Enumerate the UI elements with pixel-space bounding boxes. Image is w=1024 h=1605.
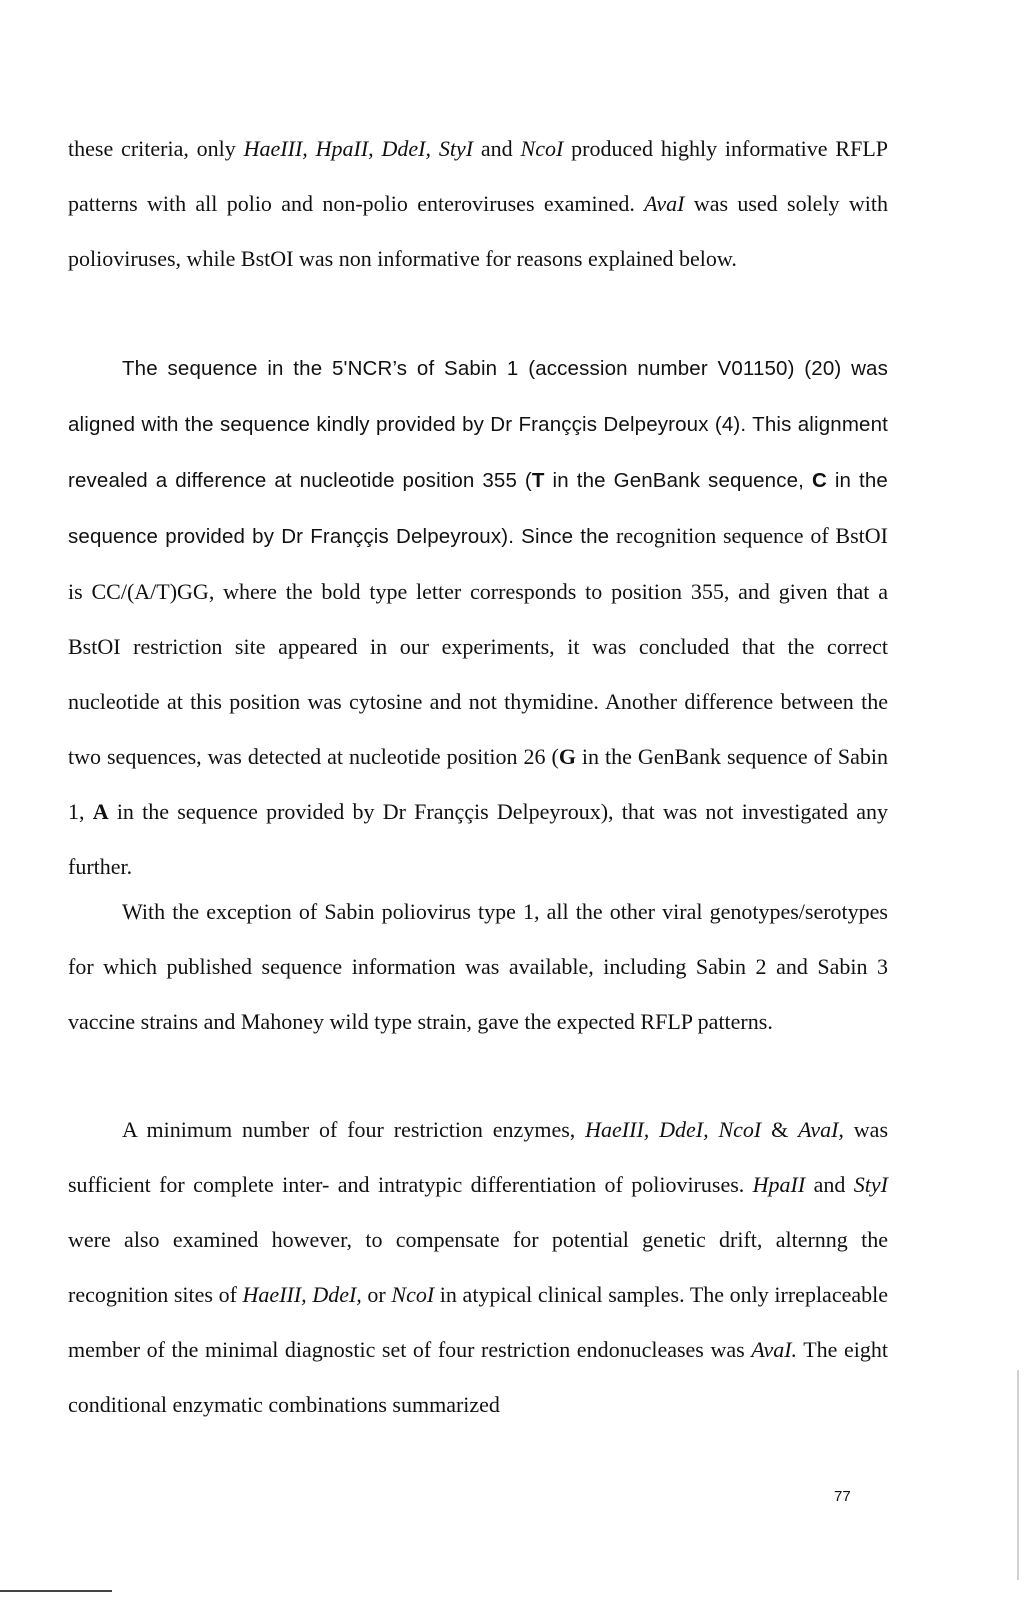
text-span: With the exception of Sabin poliovirus type 1, all the other viral genotypes/serotypes for which published sequence information was available, including Sabin 2 and Sabin 3 vaccine strains and Mahoney wild type strain, gave the expected RFLP patterns.: [68, 899, 888, 1034]
sans-text-run: [68, 357, 888, 548]
italic-enzyme-name: StyI: [853, 1172, 888, 1197]
text-span: A minimum number of four restriction enzymes,: [122, 1117, 586, 1142]
paragraph-3-text: [68, 884, 888, 1049]
text-span: or: [361, 1282, 392, 1307]
italic-enzyme-name: NcoI: [520, 136, 564, 161]
text-span: in the GenBank sequence of Sabin 1,: [68, 744, 888, 824]
italic-enzyme-name: NcoI: [391, 1282, 435, 1307]
text-span: in the sequence provided by Dr Franççis Delpeyroux). Since the: [68, 469, 888, 548]
text-span: and: [805, 1172, 854, 1197]
bottom-rule-divider: [0, 1590, 112, 1592]
text-span: was sufficient for complete inter- and intratypic differentiation of polioviruses.: [68, 1117, 889, 1197]
paragraph-genotypes: [68, 884, 888, 1049]
paragraph-sabin-sequence: [68, 340, 888, 894]
text-span: produced highly informative RFLP patterns with all polio and non-polio enteroviruses examined.: [68, 136, 888, 216]
paragraph-4-text: [68, 1102, 888, 1432]
italic-enzyme-names: HaeIII, DdeI, NcoI: [585, 1117, 762, 1142]
paragraph-enzyme-criteria: [68, 121, 888, 286]
bold-nucleotide: T: [531, 469, 545, 492]
text-span: The sequence in the 5'NCR’s of Sabin 1 (accession number V01150) (20) was aligned with the sequence kindly provided by Dr Franççis Delpeyroux (4). This alignment revealed a difference at nucleotide position 355 (: [68, 357, 888, 492]
italic-enzyme-name: AvaI,: [798, 1117, 844, 1142]
italic-enzyme-name: AvaI.: [751, 1337, 798, 1362]
text-span: were also examined however, to compensate for potential genetic drift, alternng the recognition sites of: [68, 1227, 888, 1307]
italic-enzyme-names: HaeIII, HpaII, DdeI, StyI: [243, 136, 474, 161]
bold-nucleotide: G: [558, 744, 576, 769]
text-span: in the sequence provided by Dr Franççis Delpeyroux), that was not investigated any further.: [68, 799, 889, 879]
paragraph-2-text: [68, 340, 888, 894]
text-span: &: [761, 1117, 799, 1142]
text-span: in atypical clinical samples. The only irreplaceable member of the minimal diagnostic set of four restriction endonucleases was: [68, 1282, 888, 1362]
italic-enzyme-name: HpaII: [752, 1172, 806, 1197]
text-span: recognition sequence of BstOI is CC/(A/T)GG, where the bold type letter corresponds to position 355, and given that a BstOI restriction site appeared in our experiments, it was concluded that the correct nucleotide at this position was cytosine and not thymidine. Another difference between the two sequences, was detected at nucleotide position 26 (: [68, 523, 888, 769]
scan-edge-line: [1017, 1370, 1019, 1580]
italic-enzyme-name: AvaI: [644, 191, 685, 216]
text-span: and: [473, 136, 521, 161]
paragraph-1-text: [68, 121, 888, 286]
paragraph-minimum-enzymes: [68, 1102, 888, 1432]
text-span: was used solely with polioviruses, while BstOI was non informative for reasons explained below.: [68, 191, 888, 271]
page-number: 77: [834, 1488, 851, 1505]
bold-nucleotide: A: [92, 799, 109, 824]
text-span: The eight conditional enzymatic combinations summarized: [68, 1337, 889, 1417]
text-span: these criteria, only: [68, 136, 244, 161]
italic-enzyme-names: HaeIII, DdeI,: [242, 1282, 362, 1307]
bold-nucleotide: C: [811, 469, 827, 492]
text-span: in the GenBank sequence,: [544, 469, 812, 492]
